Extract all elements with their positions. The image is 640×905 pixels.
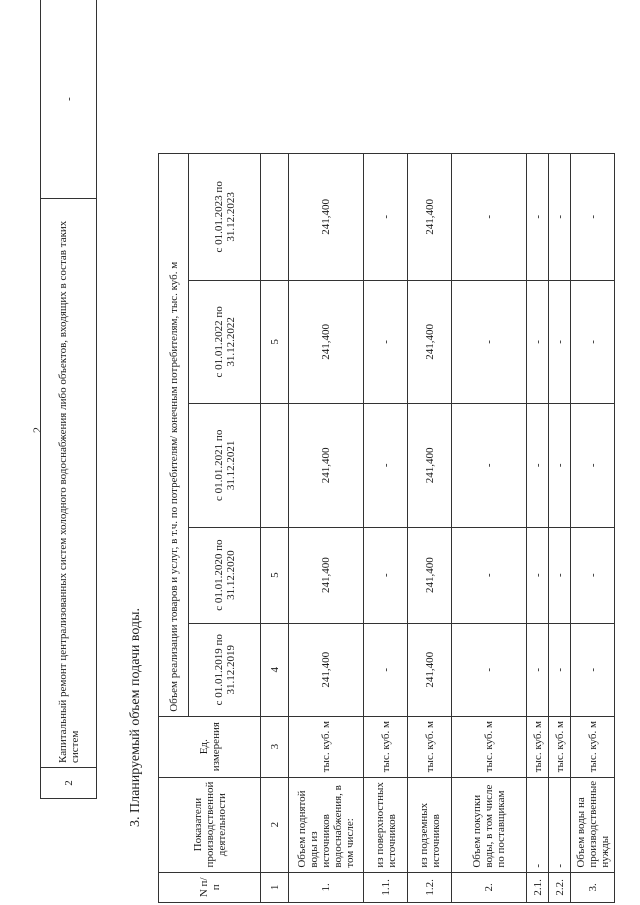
section-title: 3. Планируемый объем подачи воды. (128, 607, 143, 827)
row-unit: тыс. куб. м (289, 716, 364, 777)
top-row-value: - (41, 0, 97, 199)
water-supply-table (158, 153, 615, 903)
header-group: Объем реализации товаров и услуг, в т.ч. по потребителям/ конечным потребителям, тыс. куб. м (159, 154, 189, 717)
table-row (408, 154, 452, 903)
row-number: 1. (289, 872, 364, 902)
row-value: 241,400 (408, 154, 452, 281)
row-value: - (571, 404, 615, 527)
row-value: - (549, 280, 571, 403)
row-value: - (364, 404, 408, 527)
table-row (364, 154, 408, 903)
row-indicator: - (527, 777, 549, 872)
header-period: с 01.01.2020 по 31.12.2020 (189, 527, 261, 623)
row-value: 241,400 (289, 154, 364, 281)
table-row (571, 154, 615, 903)
row-indicator: из поверхностных источников (364, 777, 408, 872)
header-period: с 01.01.2023 по 31.12.2023 (189, 154, 261, 281)
row-value: - (549, 154, 571, 281)
column-number (261, 404, 289, 527)
table-row (549, 154, 571, 903)
row-number: 2.1. (527, 872, 549, 902)
header-period: с 01.01.2022 по 31.12.2022 (189, 280, 261, 403)
row-value: 241,400 (289, 623, 364, 716)
row-value: - (452, 404, 527, 527)
row-value: - (549, 527, 571, 623)
row-value: - (571, 527, 615, 623)
row-value: - (527, 527, 549, 623)
column-number: 1 (261, 872, 289, 902)
column-number: 4 (261, 623, 289, 716)
row-value: 241,400 (408, 527, 452, 623)
row-value: - (571, 154, 615, 281)
row-value: - (549, 404, 571, 527)
row-value: - (452, 154, 527, 281)
row-value: 241,400 (289, 404, 364, 527)
row-value: - (364, 527, 408, 623)
row-value: - (452, 280, 527, 403)
row-value: 241,400 (289, 527, 364, 623)
row-value: - (452, 527, 527, 623)
header-unit: Ед. измерения (159, 716, 261, 777)
row-number: 3. (571, 872, 615, 902)
column-number: 5 (261, 280, 289, 403)
header-indicator: Показатели производственной деятельности (159, 777, 261, 872)
row-value: - (452, 623, 527, 716)
row-number: 1.2. (408, 872, 452, 902)
table-row (527, 154, 549, 903)
row-unit: тыс. куб. м (549, 716, 571, 777)
column-number-row (261, 154, 289, 903)
column-number: 2 (261, 777, 289, 872)
column-number (261, 154, 289, 281)
row-value: 241,400 (408, 280, 452, 403)
top-table (40, 0, 97, 799)
table-row (452, 154, 527, 903)
table-header-row (159, 154, 189, 903)
header-period: с 01.01.2019 по 31.12.2019 (189, 623, 261, 716)
row-unit: тыс. куб. м (452, 716, 527, 777)
row-value: - (571, 280, 615, 403)
row-value: 241,400 (408, 404, 452, 527)
row-value: - (527, 623, 549, 716)
table-row (289, 154, 364, 903)
column-number: 5 (261, 527, 289, 623)
row-unit: тыс. куб. м (571, 716, 615, 777)
table-row (41, 0, 97, 799)
row-value: - (527, 404, 549, 527)
page-number: 2 (30, 427, 44, 433)
row-unit: тыс. куб. м (527, 716, 549, 777)
row-value: - (527, 280, 549, 403)
row-indicator: Объем поднятой воды из источников водоснабжения, в том числе: (289, 777, 364, 872)
row-number: 1.1. (364, 872, 408, 902)
row-value: - (364, 280, 408, 403)
row-indicator: Объем покупки воды, в том числе по поставщикам (452, 777, 527, 872)
row-value: - (571, 623, 615, 716)
row-value: 241,400 (408, 623, 452, 716)
column-number: 3 (261, 716, 289, 777)
row-value: 241,400 (289, 280, 364, 403)
row-unit: тыс. куб. м (408, 716, 452, 777)
header-num: N п/п (159, 872, 261, 902)
row-indicator: - (549, 777, 571, 872)
row-unit: тыс. куб. м (364, 716, 408, 777)
top-row-text: Капитальный ремонт централизованных систем холодного водоснабжения либо объектов, входящих в состав таких систем (41, 199, 97, 768)
row-value: - (527, 154, 549, 281)
header-period: с 01.01.2021 по 31.12.2021 (189, 404, 261, 527)
row-indicator: Объем воды на производственные нужды (571, 777, 615, 872)
row-number: 2.2. (549, 872, 571, 902)
row-value: - (364, 623, 408, 716)
row-value: - (549, 623, 571, 716)
row-indicator: из подземных источников (408, 777, 452, 872)
top-row-number: 2 (41, 768, 97, 799)
row-value: - (364, 154, 408, 281)
row-number: 2. (452, 872, 527, 902)
